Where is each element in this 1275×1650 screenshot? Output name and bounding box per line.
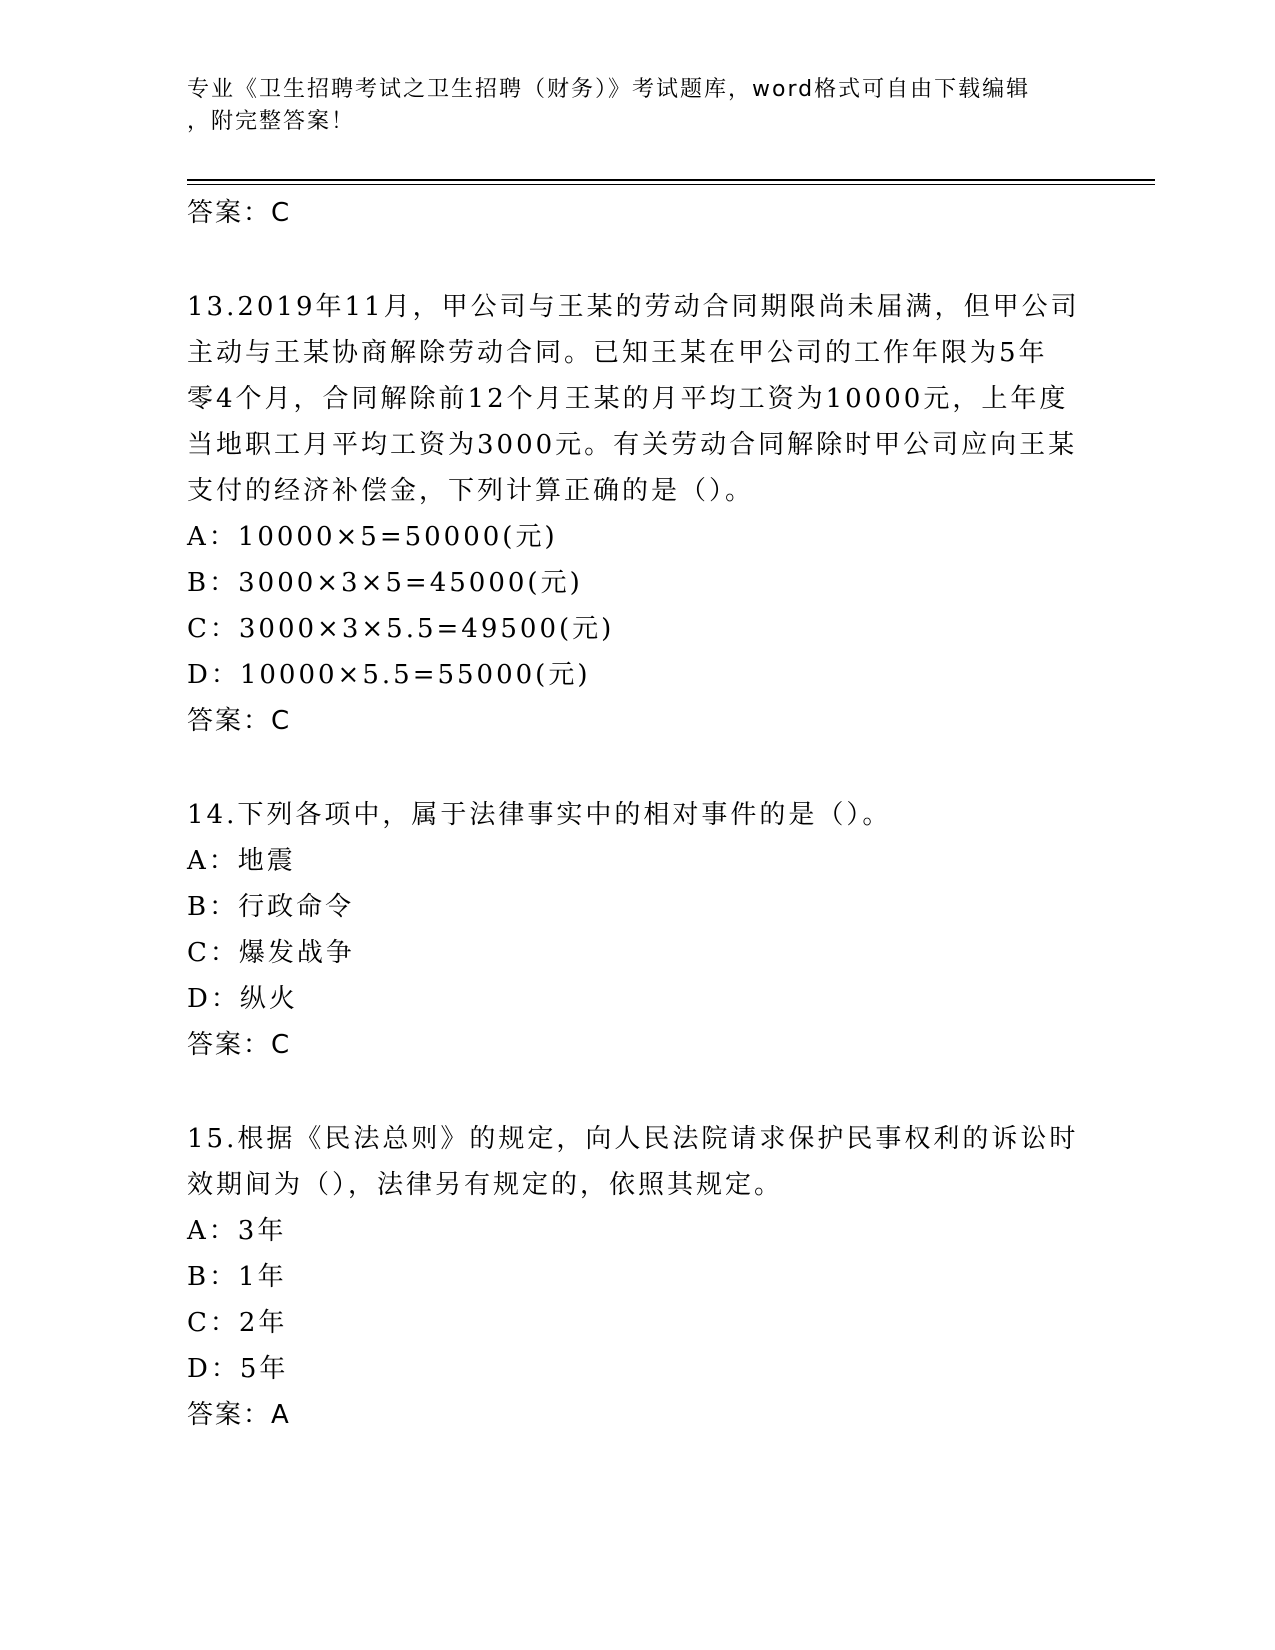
question-text-line: 零4个月，合同解除前12个月王某的月平均工资为10000元，上年度 — [187, 384, 1069, 414]
question-14 — [187, 792, 1087, 1068]
option-b: B：行政命令 — [187, 892, 355, 922]
header-line-2: ，附完整答案！ — [187, 109, 356, 134]
option-b: B：1年 — [187, 1262, 287, 1292]
question-text-line: 当地职工月平均工资为3000元。有关劳动合同解除时甲公司应向王某 — [187, 430, 1078, 460]
header-divider-thick — [187, 179, 1155, 181]
question-text-line: 效期间为（），法律另有规定的，依照其规定。 — [187, 1170, 784, 1200]
document-header — [187, 74, 1067, 138]
option-b: B：3000×3×5=45000(元) — [187, 568, 583, 598]
question-text-line: 主动与王某协商解除劳动合同。已知王某在甲公司的工作年限为5年 — [187, 338, 1048, 368]
answer: 答案：A — [187, 1400, 291, 1430]
option-a: A：3年 — [187, 1216, 287, 1246]
question-content — [187, 190, 1087, 1438]
option-a: A：10000×5=50000(元) — [187, 522, 558, 552]
option-c: C：3000×3×5.5=49500(元) — [187, 614, 615, 644]
option-a: A：地震 — [187, 846, 296, 876]
spacer — [187, 1068, 1087, 1116]
option-c: C：爆发战争 — [187, 938, 355, 968]
option-d: D：纵火 — [187, 984, 298, 1014]
question-text-line: 14.下列各项中，属于法律事实中的相对事件的是（）。 — [187, 800, 892, 830]
option-d: D：5年 — [187, 1354, 289, 1384]
question-13 — [187, 284, 1087, 744]
answer: 答案：C — [187, 706, 292, 736]
question-text-line: 支付的经济补偿金，下列计算正确的是（）。 — [187, 476, 755, 506]
answer: 答案：C — [187, 1030, 292, 1060]
option-c: C：2年 — [187, 1308, 288, 1338]
previous-answer: 答案：C — [187, 198, 292, 228]
spacer — [187, 744, 1087, 792]
question-text-line: 15.根据《民法总则》的规定，向人民法院请求保护民事权利的诉讼时 — [187, 1124, 1079, 1154]
header-divider-thin — [187, 184, 1155, 185]
question-15 — [187, 1116, 1087, 1438]
spacer — [187, 236, 1087, 284]
question-text-line: 13.2019年11月，甲公司与王某的劳动合同期限尚未届满，但甲公司 — [187, 292, 1080, 322]
header-line-1: 专业《卫生招聘考试之卫生招聘（财务）》考试题库，word格式可自由下载编辑 — [187, 77, 1031, 102]
option-d: D：10000×5.5=55000(元) — [187, 660, 591, 690]
